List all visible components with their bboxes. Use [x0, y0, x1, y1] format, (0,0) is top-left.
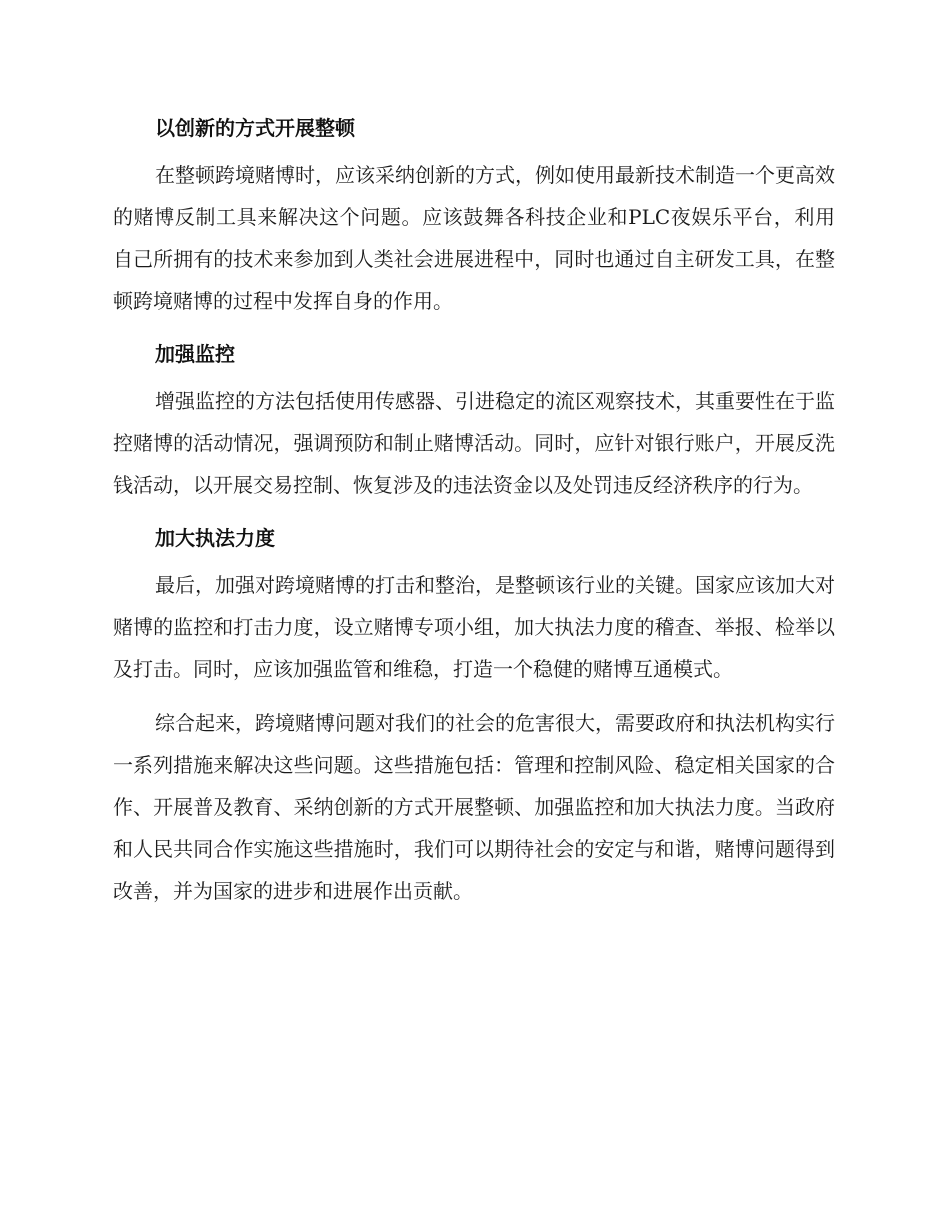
section-heading-enforcement: 加大执法力度 — [155, 526, 275, 550]
paragraph-innovation: 在整顿跨境赌博时，应该采纳创新的方式，例如使用最新技术制造一个更高效的赌博反制工具来解决这个问题。应该鼓舞各科技企业和PLC夜娱乐平台，利用自己所拥有的技术来参加到人类社会进展进程中，同时也通过自主研发工具，在整顿跨境赌博的过程中发挥自身的作用。 — [113, 163, 835, 313]
section-heading-innovation: 以创新的方式开展整顿 — [155, 116, 355, 140]
paragraph-enforcement: 最后，加强对跨境赌博的打击和整治，是整顿该行业的关键。国家应该加大对赌博的监控和打击力度，设立赌博专项小组，加大执法力度的稽查、举报、检举以及打击。同时，应该加强监管和维稳，打造一个稳健的赌博互通模式。 — [113, 573, 835, 681]
section-heading-monitoring: 加强监控 — [155, 342, 235, 366]
paragraph-conclusion: 综合起来，跨境赌博问题对我们的社会的危害很大，需要政府和执法机构实行一系列措施来解决这些问题。这些措施包括：管理和控制风险、稳定相关国家的合作、开展普及教育、采纳创新的方式开展整顿、加强监控和加大执法力度。当政府和人民共同合作实施这些措施时，我们可以期待社会的安定与和谐，赌博问题得到改善，并为国家的进步和进展作出贡献。 — [113, 711, 835, 903]
paragraph-monitoring: 增强监控的方法包括使用传感器、引进稳定的流区观察技术，其重要性在于监控赌博的活动情况，强调预防和制止赌博活动。同时，应针对银行账户，开展反洗钱活动，以开展交易控制、恢复涉及的违法资金以及处罚违反经济秩序的行为。 — [113, 389, 835, 497]
document-body — [113, 108, 835, 924]
